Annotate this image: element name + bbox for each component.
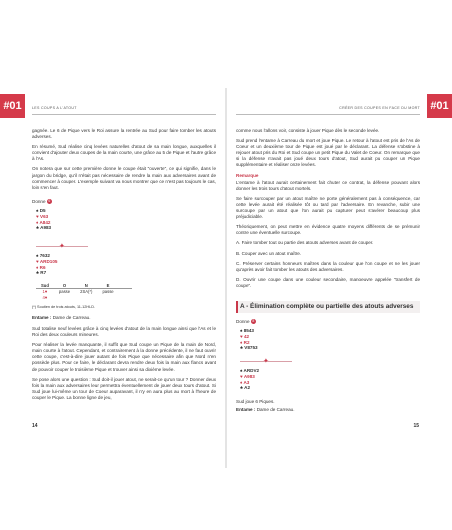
remarque-title: Remarque xyxy=(236,172,259,178)
hand-line-clubs: ♣ A983 xyxy=(36,225,52,231)
hand-line-spades: ♠ 7632 xyxy=(36,253,50,258)
hand-line-diamonds: ♦ A842 xyxy=(36,219,51,225)
hand-line-diamonds: ♦ R6 xyxy=(36,264,46,270)
bidding-cell: passe xyxy=(58,288,71,294)
bidding-cell: 4♥ xyxy=(42,294,48,300)
footnote: (*) Soutien de trois atouts, 11-12HLD. xyxy=(32,305,96,309)
page-number-right: 15 xyxy=(413,423,419,429)
bidding-header-cell: O xyxy=(62,282,67,288)
north-hand-right xyxy=(240,328,258,351)
bidding-row xyxy=(36,294,119,300)
list-item: B. Couper avec un atout maître. xyxy=(236,250,302,256)
bidding-header-cell: N xyxy=(84,282,88,288)
donne-heading-left xyxy=(32,199,52,204)
entame-line-right xyxy=(236,407,420,413)
compass-star-icon: ✦ xyxy=(59,242,65,250)
left-intro-text xyxy=(32,128,216,195)
book-gutter xyxy=(225,88,227,468)
paragraph: On notera que sur cette première donne le coupe était "ouverte", ce qui signifie, dans le jargon du bridge, qu'il n'était pas nécessaire de rendre la main aux adversaires avant de commencer à couper. L'exemple suivant va nous montrer que ce n'est pas toujours le cas, loin s'en faut. xyxy=(32,166,216,190)
hand-line-spades: ♠ 8543 xyxy=(240,328,254,333)
bidding-cell xyxy=(75,294,97,300)
bidding-separator xyxy=(36,288,132,289)
bidding-cell xyxy=(97,294,118,300)
bidding-cell: passe xyxy=(102,288,114,294)
hand-line-clubs: ♣ R7 xyxy=(36,270,47,276)
compass-star-icon: ✦ xyxy=(263,357,269,365)
list-item: A. Faire tomber tout ou partie des atouts adverses avant de couper. xyxy=(236,240,374,246)
entame-label: Entame : xyxy=(236,407,256,412)
section-accent xyxy=(236,301,238,313)
paragraph: Théoriquement, on peut mettre en évidence quatre moyens différents de se prémunir contre une éventuelle surcoupe. xyxy=(236,224,420,236)
hand-line-hearts: ♥ V63 xyxy=(36,213,49,219)
page-number-left: 14 xyxy=(32,423,38,429)
list-item: D. Ouvrir une coupe dans une couleur secondaire, manoeuvre appelée "transfert de coupe". xyxy=(236,276,420,288)
donne-label: Donne xyxy=(32,199,46,204)
bidding-table xyxy=(36,282,119,300)
chapter-tab-right: #01 xyxy=(427,94,452,118)
entame-text: Dame de Carreau. xyxy=(256,407,295,412)
hand-line-hearts: ♥ 42 xyxy=(240,333,250,339)
paragraph: Sud totalise neuf levées grâce à cinq levées d'atout de la main longue ainsi que l'As et le Roi des deux couleurs mineures. xyxy=(32,326,216,338)
entame-text: Dame de Carreau. xyxy=(52,315,91,320)
paragraph: L'entame à l'atout aurait certainement fait chuter ce contrat, la défense pouvant alors donner les trois tours d'atout mortels. xyxy=(236,179,420,191)
north-hand-left xyxy=(36,208,51,231)
donne-heading-right xyxy=(236,319,256,324)
hand-line-clubs: ♣ A2 xyxy=(240,385,250,391)
bidding-cell: 2SA(*) xyxy=(80,288,93,294)
hand-line-hearts: ♥ A983 xyxy=(240,373,255,379)
paragraph: comme nous l'allons voir, consiste à jouer Pique dès le seconde levée. xyxy=(236,128,380,133)
hand-line-clubs: ♣ V8753 xyxy=(240,345,258,351)
chapter-tab-left: #01 xyxy=(0,94,25,118)
bidding-header-cell: E xyxy=(106,282,110,288)
bidding-header-cell: Sud xyxy=(41,282,49,288)
running-header-left: LES COUPS A L'ATOUT xyxy=(32,106,77,110)
donne-label: Donne xyxy=(236,319,250,324)
donne-number-badge: 8 xyxy=(252,319,255,324)
header-rule-right xyxy=(236,114,420,115)
header-rule-left xyxy=(32,114,216,115)
right-intro-text xyxy=(236,128,420,293)
hand-line-diamonds: ♦ A3 xyxy=(240,379,250,385)
paragraph: Sud prend l'entame à Carreau du mort et joue Pique. Le retour à l'atout est pris de l'As de Coeur et un deuxième tour de Pique est joué par le déclarant. La défense s'obstine à rejouer atout pris du Roi et Sud coupe un petit Pique du Valet de Coeur. On remarque que si la défense n'avait pas joué deux tours d'atout, Sud aurait pu couper un Pique supplémentaire et réaliser onze levées. xyxy=(236,138,420,168)
entame-line-left xyxy=(32,315,216,321)
bidding-cell xyxy=(54,294,75,300)
paragraph: Se faire surcouper par un atout maître ne porte généralement pas à conséquence, car cette levée aurait été réalisée tôt ou tard par l'adversaire. En revanche, subir une surcoupe par un atout que l'on aurait pu capturer peut s'avérer beaucoup plus préjudiciable. xyxy=(236,195,420,220)
hand-line-hearts: ♥ ARD105 xyxy=(36,258,58,264)
hand-line-diamonds: ♦ R2 xyxy=(240,339,250,345)
running-header-right: CRÉER DES COUPES EN FACE DU MORT xyxy=(339,106,420,110)
bidding-cell: 1♥ xyxy=(42,288,48,294)
paragraph: gagnée. Le 6 de Pique vers le Roi assure la rentrée au Sud pour faire tomber les atouts adverses. xyxy=(32,128,216,140)
donne-number-badge: 6 xyxy=(48,199,51,204)
contract-line: Sud joue 6 Piques. xyxy=(236,399,275,404)
left-body-text xyxy=(32,326,216,405)
south-hand-left xyxy=(36,253,57,276)
south-hand-right xyxy=(240,368,259,391)
paragraph: Se pose alors une question : Sud doit-il jouer atout, ne serait-ce qu'un tour ? Donner deux fois la main aux adversaires leur permettra éventuellement de jouer deux tours d'atout. Si Sud joue lui-même un tour de Coeur auparavant, il n'y en aura plus au mort à l'heure de couper le Pique. La bonne ligne de jeu, xyxy=(32,376,216,400)
hand-line-spades: ♠ D5 xyxy=(36,208,46,213)
paragraph: En résumé, Sud réalise cinq levées naturelles d'atout de sa main longue, auxquelles il convient d'ajouter deux coupes de la main courte, une grâce au 5 de Pique et l'autre grâce à l'As. xyxy=(32,144,216,162)
entame-label: Entame : xyxy=(32,315,52,320)
hand-line-spades: ♠ ARDV2 xyxy=(240,368,260,373)
paragraph: Pour réaliser la levée manquante, il suffit que Sud coupe un Pique de la main de Nord, main courte à l'atout. Cependant, et contrairement à la donne précédente, il ne faut ouvrir cette coupe, c'est-à-dire jouer autant de fois Pique que nécessaire afin que Nord n'en possède plus. Pour ce faire, le déclarant devra rendre deux fois la main aux flancs avant de pouvoir couper le troisième Pique et trouver ainsi sa dixième levée. xyxy=(32,342,216,372)
list-item: C. Préserver certains honneurs maîtres dans la couleur que l'on coupe et ne les jouer qu'après avoir fait tomber les atouts des adversaires. xyxy=(236,260,420,272)
section-title: A - Élimination complète ou partielle des atouts adverses xyxy=(240,303,414,310)
